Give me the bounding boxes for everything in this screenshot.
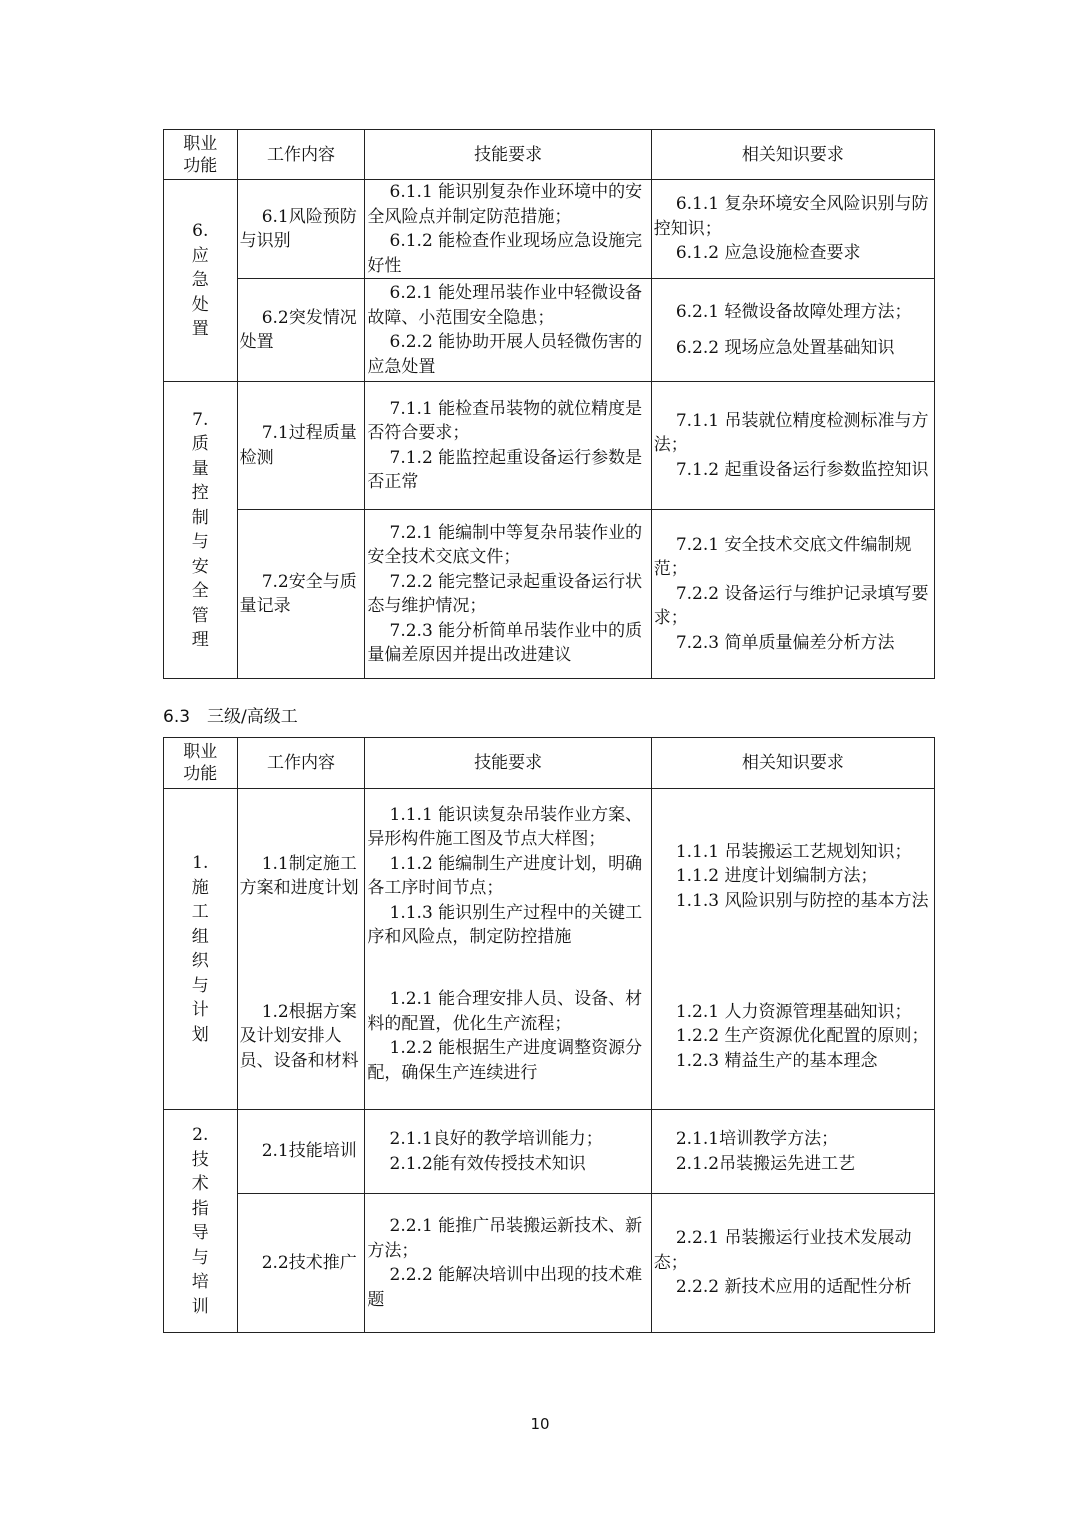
skill-item: 2.1.1良好的教学培训能力； <box>389 1129 603 1149</box>
func-cell: 1.施工组织与计划 <box>164 789 238 1110</box>
knowledge-cell <box>651 1110 934 1194</box>
section-title: 6.3 三级/高级工 <box>163 707 298 727</box>
knowledge-cell <box>651 279 934 382</box>
content-cell: 1.1制定施工方案和进度计划 <box>237 789 365 964</box>
skill-cell <box>365 1110 651 1194</box>
content-cell: 2.1技能培训 <box>237 1110 365 1194</box>
skill-cell <box>365 180 651 279</box>
table-row <box>164 789 935 964</box>
table-row <box>164 279 935 382</box>
skill-item: 2.2.2 能解决培训中出现的技术难题 <box>367 1265 643 1310</box>
skill-item: 7.1.2 能监控起重设备运行参数是否正常 <box>367 447 643 492</box>
content-cell: 6.1风险预防与识别 <box>237 180 365 279</box>
skill-item: 1.1.2 能编制生产进度计划，明确各工序时间节点； <box>367 853 643 899</box>
page-number: 10 <box>530 1415 550 1433</box>
content-cell: 7.1过程质量检测 <box>237 382 365 510</box>
knowledge-item: 2.2.1 吊装搬运行业技术发展动态； <box>653 1228 912 1273</box>
requirements-table-2 <box>163 737 935 1333</box>
skill-item: 2.1.2能有效传授技术知识 <box>389 1153 586 1174</box>
skill-item: 1.2.2 能根据生产进度调整资源分配，确保生产连续进行 <box>367 1038 643 1083</box>
knowledge-item: 6.1.1 复杂环境安全风险识别与防控知识； <box>653 194 929 239</box>
knowledge-cell <box>651 510 934 679</box>
skill-cell <box>365 1194 651 1333</box>
skill-item: 6.1.2 能检查作业现场应急设施完好性 <box>367 231 643 276</box>
knowledge-item: 6.2.1 轻微设备故障处理方法； <box>675 301 912 322</box>
table-row <box>164 510 935 679</box>
table-row <box>164 1194 935 1333</box>
table-row <box>164 180 935 279</box>
knowledge-cell <box>651 789 934 964</box>
header-content: 工作内容 <box>237 130 365 180</box>
knowledge-item: 1.2.1 人力资源管理基础知识； <box>675 1001 912 1022</box>
header-skill: 技能要求 <box>365 738 651 789</box>
skill-cell <box>365 964 651 1110</box>
skill-item: 2.2.1 能推广吊装搬运新技术、新方法； <box>367 1216 643 1261</box>
knowledge-item: 7.2.1 安全技术交底文件编制规范； <box>653 534 912 580</box>
header-knowledge: 相关知识要求 <box>651 738 934 789</box>
skill-item: 7.1.1 能检查吊装物的就位精度是否符合要求； <box>367 398 643 443</box>
table-row <box>164 382 935 510</box>
knowledge-item: 2.1.1培训教学方法； <box>675 1129 839 1149</box>
header-func: 职业功能 <box>164 130 238 180</box>
header-knowledge: 相关知识要求 <box>651 130 934 180</box>
skill-item: 7.2.1 能编制中等复杂吊装作业的安全技术交底文件； <box>367 522 643 567</box>
knowledge-item: 7.1.1 吊装就位精度检测标准与方法； <box>653 410 929 456</box>
skill-cell <box>365 510 651 679</box>
knowledge-cell <box>651 180 934 279</box>
skill-item: 1.1.1 能识读复杂吊装作业方案、异形构件施工图及节点大样图； <box>367 804 643 850</box>
knowledge-item: 1.1.2 进度计划编制方法； <box>675 866 878 886</box>
knowledge-item: 1.1.1 吊装搬运工艺规划知识； <box>675 841 912 862</box>
skill-item: 7.2.3 能分析简单吊装作业中的质量偏差原因并提出改进建议 <box>367 620 643 665</box>
skill-cell <box>365 279 651 382</box>
skill-cell <box>365 382 651 510</box>
knowledge-item: 1.2.2 生产资源优化配置的原则； <box>675 1026 929 1046</box>
knowledge-cell <box>651 382 934 510</box>
func-cell: 2.技术指导与培训 <box>164 1110 238 1333</box>
header-skill: 技能要求 <box>365 130 651 180</box>
table-header-row <box>164 130 935 180</box>
header-content: 工作内容 <box>237 738 365 789</box>
content-cell: 2.2技术推广 <box>237 1194 365 1333</box>
func-cell: 6.应急处置 <box>164 180 238 382</box>
table-header-row <box>164 738 935 789</box>
table-row <box>164 964 935 1110</box>
content-cell: 7.2安全与质量记录 <box>237 510 365 679</box>
func-cell: 7.质量控制与安全管理 <box>164 382 238 679</box>
requirements-table-1 <box>163 129 935 679</box>
skill-cell <box>365 789 651 964</box>
skill-item: 1.1.3 能识别生产过程中的关键工序和风险点，制定防控措施 <box>367 902 643 948</box>
skill-item: 7.2.2 能完整记录起重设备运行状态与维护情况； <box>367 571 643 616</box>
header-func: 职业功能 <box>164 738 238 789</box>
content-cell: 6.2突发情况处置 <box>237 279 365 382</box>
knowledge-cell <box>651 964 934 1110</box>
skill-item: 6.1.1 能识别复杂作业环境中的安全风险点并制定防范措施； <box>367 182 643 227</box>
knowledge-item: 6.1.2 应急设施检查要求 <box>675 243 861 264</box>
knowledge-item: 1.1.3 风险识别与防控的基本方法 <box>675 890 929 911</box>
knowledge-item: 1.2.3 精益生产的基本理念 <box>675 1050 878 1071</box>
knowledge-item: 2.1.2吊装搬运先进工艺 <box>675 1153 856 1174</box>
knowledge-item: 2.2.2 新技术应用的适配性分析 <box>675 1277 912 1298</box>
skill-item: 6.2.1 能处理吊装作业中轻微设备故障、小范围安全隐患； <box>367 283 643 328</box>
knowledge-item: 6.2.2 现场应急处置基础知识 <box>675 338 895 358</box>
knowledge-cell <box>651 1194 934 1333</box>
knowledge-item: 7.2.2 设备运行与维护记录填写要求； <box>653 583 929 629</box>
skill-item: 6.2.2 能协助开展人员轻微伤害的应急处置 <box>367 332 643 377</box>
table-row <box>164 1110 935 1194</box>
knowledge-item: 7.2.3 简单质量偏差分析方法 <box>675 632 895 653</box>
knowledge-item: 7.1.2 起重设备运行参数监控知识 <box>675 459 929 480</box>
content-cell: 1.2根据方案及计划安排人员、设备和材料 <box>237 964 365 1110</box>
skill-item: 1.2.1 能合理安排人员、设备、材料的配置，优化生产流程； <box>367 989 643 1034</box>
